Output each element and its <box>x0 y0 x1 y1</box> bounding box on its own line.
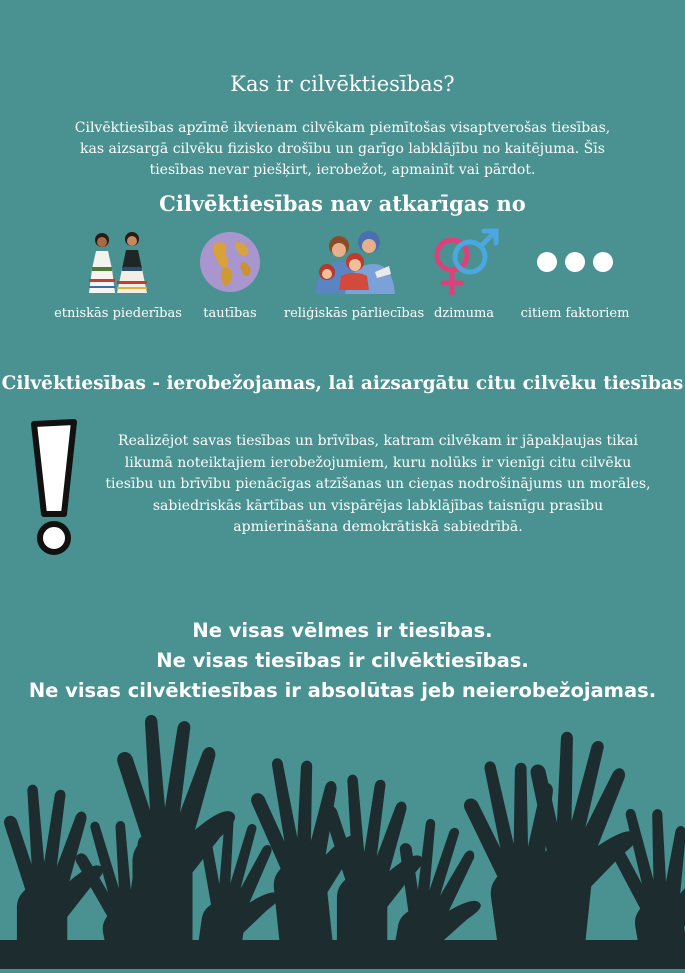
factor-label: tautības <box>203 306 257 321</box>
slogans <box>0 616 685 706</box>
factor-nationality <box>160 226 300 321</box>
factor-label: reliģiskās pārliecības <box>283 306 425 321</box>
factor-other <box>505 226 645 321</box>
intro-line: kas aizsargā cilvēku fizisko drošību un garīgo labklājību no kaitējuma. Šīs <box>80 141 605 157</box>
intro-line: tiesības nevar piešķirt, ierobežot, apmainīt vai pārdot. <box>149 162 536 178</box>
factor-label: dzimuma <box>433 306 495 321</box>
section-title-restrictable: Cilvēktiesības - ierobežojamas, lai aizsargātu citu cilvēku tiesības <box>1 373 684 394</box>
religious-figures-icon <box>311 226 397 298</box>
slogan-line: Ne visas tiesības ir cilvēktiesības. <box>156 649 529 672</box>
ellipsis-dots-icon <box>533 226 617 298</box>
limits-paragraph <box>80 431 676 539</box>
women-in-traditional-dress-icon <box>81 226 155 298</box>
intro-paragraph <box>40 118 645 181</box>
section-title-not-dependent-on: Cilvēktiesības nav atkarīgas no <box>159 191 526 216</box>
globe-icon <box>198 226 262 298</box>
section-title-what-are-human-rights: Kas ir cilvēktiesības? <box>230 72 455 96</box>
limits-line: sabiedriskās kārtības un vispārējas labklājības taisnīgu prasību <box>152 497 604 514</box>
slogan-line: Ne visas cilvēktiesības ir absolūtas jeb neierobežojamas. <box>28 679 657 702</box>
factor-label: citiem faktoriem <box>520 306 630 321</box>
limits-line: tiesību un brīvību pienācīgas atzīšanas un cieņas nodrošinājums un morāles, <box>105 476 651 492</box>
slogan-line: Ne visas vēlmes ir tiesības. <box>192 619 493 642</box>
limits-line: Realizējot savas tiesības un brīvības, katram cilvēkam ir jāpakļaujas tikai <box>118 433 638 449</box>
intro-line: Cilvēktiesības apzīmē ikvienam cilvēkam piemītošas visaptverošas tiesības, <box>74 120 611 136</box>
limits-line: apmierināšana demokrātiskā sabiedrībā. <box>233 519 523 535</box>
exclamation-mark-icon <box>28 418 80 562</box>
raised-hands-silhouette <box>0 715 685 973</box>
gender-symbols-icon <box>424 226 504 298</box>
limits-line: likumā noteiktajiem ierobežojumiem, kuru nolūks ir vienīgi citu cilvēku <box>124 454 632 471</box>
factor-label: etniskās piederības <box>54 306 182 321</box>
